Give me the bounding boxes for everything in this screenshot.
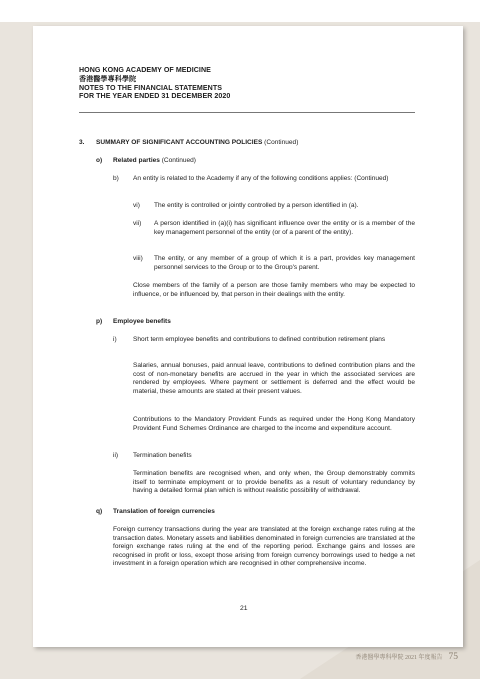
subsection-o-title-suffix: (Continued) bbox=[159, 157, 196, 164]
section-title: SUMMARY OF SIGNIFICANT ACCOUNTING POLICIES bbox=[96, 139, 263, 146]
subsection-o-letter: o) bbox=[96, 157, 103, 164]
item-i-paragraph-1: Salaries, annual bonuses, paid annual leave, contributions to defined contribution plans and the cost of non-monetary benefits are accrued in the year in which the associated services are rendered by employees. Where payment or settlement is deferred and the effect would be material, these amounts are stated at their present values. bbox=[133, 362, 415, 395]
subsection-o-heading bbox=[113, 157, 413, 166]
page-header bbox=[79, 66, 419, 101]
organization-name: HONG KONG ACADEMY OF MEDICINE bbox=[79, 66, 211, 74]
item-vii-text: A person identified in (a)(i) has significant influence over the entity or is a member of the key management personnel of the entity (or of a parent of the entity). bbox=[154, 220, 415, 236]
item-viii-text: The entity, or any member of a group of which it is a part, provides key management personnel services to the Group or to the Group's parent. bbox=[154, 255, 415, 271]
document-title: NOTES TO THE FINANCIAL STATEMENTS bbox=[79, 83, 223, 92]
item-vii-number: vii) bbox=[133, 220, 142, 227]
item-i-number: i) bbox=[113, 336, 117, 343]
item-vi-number: vi) bbox=[133, 202, 140, 209]
document-period: FOR THE YEAR ENDED 31 DECEMBER 2020 bbox=[79, 92, 231, 101]
footer-page-number: 75 bbox=[448, 652, 458, 662]
subsection-q-title: Translation of foreign currencies bbox=[113, 508, 215, 515]
document-page bbox=[33, 26, 463, 647]
item-b-letter: b) bbox=[113, 175, 119, 182]
item-ii-number: ii) bbox=[113, 452, 119, 459]
page-number: 21 bbox=[240, 605, 248, 612]
organization-chinese-name: 香港醫學專科學院 bbox=[79, 74, 137, 83]
footer-text: 香港醫學專科學院 2021 年度報告 bbox=[355, 655, 443, 661]
close-members-paragraph: Close members of the family of a person are those family members who may be expected to influence, or be influenced by, that person in their dealings with the entity. bbox=[133, 282, 415, 298]
report-footer bbox=[355, 652, 458, 662]
subsection-q-paragraph: Foreign currency transactions during the year are translated at the foreign exchange rates ruling at the transaction dates. Monetary assets and liabilities denominated in foreign currencies are translated at the foreign exchange rates ruling at the end of the reporting period. Exchange gains and losses are recognised in profit or loss, except those arising from foreign currency borrowings used to hedge a net investment in a foreign operation which are recognised in other comprehensive income. bbox=[113, 526, 415, 567]
header-divider bbox=[79, 112, 415, 113]
item-ii-text: Termination benefits bbox=[133, 452, 192, 459]
item-viii-number: viii) bbox=[133, 255, 143, 262]
section-heading bbox=[96, 139, 426, 148]
section-number: 3. bbox=[79, 139, 85, 146]
subsection-p-title: Employee benefits bbox=[113, 318, 171, 325]
item-b-text: An entity is related to the Academy if any of the following conditions applies: (Continued) bbox=[133, 175, 389, 182]
item-i-text: Short term employee benefits and contributions to defined contribution retirement plans bbox=[133, 336, 386, 343]
subsection-p-letter: p) bbox=[96, 318, 103, 325]
subsection-q-letter: q) bbox=[96, 508, 103, 515]
item-i-paragraph-2: Contributions to the Mandatory Provident Funds as required under the Hong Kong Mandatory Provident Fund Schemes Ordinance are charged to the income and expenditure account. bbox=[133, 416, 415, 432]
item-ii-paragraph: Termination benefits are recognised when, and only when, the Group demonstrably commits itself to terminate employment or to provide benefits as a result of voluntary redundancy by having a detailed formal plan which is without realistic possibility of withdrawal. bbox=[133, 470, 415, 494]
item-vi-text: The entity is controlled or jointly controlled by a person identified in (a). bbox=[154, 202, 359, 209]
section-title-suffix: (Continued) bbox=[262, 139, 299, 146]
subsection-o-title: Related parties bbox=[113, 157, 160, 164]
